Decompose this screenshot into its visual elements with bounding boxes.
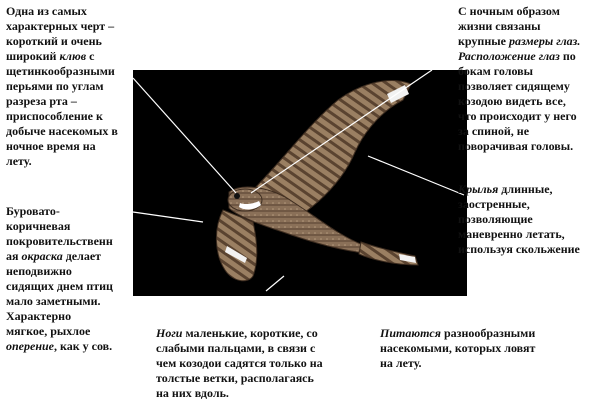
caption-food-line1 (380, 326, 535, 341)
caption-wings-line1 (458, 182, 580, 197)
pointer-line-legs (266, 276, 284, 291)
caption-eyes-line6: позволяет сидящему (458, 79, 570, 93)
caption-beak-line5: щетинкообразными (6, 64, 115, 78)
caption-wings-line5: используя скольжение (458, 242, 580, 256)
caption-beak-line4a: широкий (6, 49, 60, 63)
caption-beak-line3: короткий и очень (6, 34, 102, 48)
caption-beak-line4 (6, 49, 118, 64)
caption-legs-line4: толстые ветки, располагаясь (156, 371, 314, 385)
caption-coloring-line10 (6, 339, 113, 354)
caption-wings-line2: заостренные, (458, 197, 530, 211)
caption-legs-line1 (156, 326, 323, 341)
caption-beak (6, 4, 118, 169)
caption-coloring-line5: неподвижно (6, 264, 72, 278)
caption-beak-line10: ночное время на (6, 139, 96, 153)
caption-eyes-line7: козодою видеть все, (458, 94, 566, 108)
caption-coloring-line1: Буровато- (6, 204, 60, 218)
caption-beak-line8: приспособление к (6, 109, 103, 123)
caption-coloring-line4c: делает (62, 249, 102, 263)
caption-legs-line5: на них вдоль. (156, 386, 229, 400)
term-coloring: окраска (21, 249, 63, 263)
caption-wings-line1b: длинные, (498, 182, 553, 196)
caption-coloring-line7: мало заметными. (6, 294, 101, 308)
pointer-line-coloring (133, 212, 203, 222)
term-feeding: Питаются (380, 326, 441, 340)
caption-beak-line4c: с (86, 49, 95, 63)
caption-beak-line11: лету. (6, 154, 32, 168)
caption-beak-line2: характерных черт – (6, 19, 115, 33)
caption-eyes-line5: бокам головы (458, 64, 534, 78)
term-eye-size: размеры глаз. (508, 34, 581, 48)
caption-legs-line2: слабыми пальцами, в связи с (156, 341, 316, 355)
caption-beak-line7: разреза рта – (6, 94, 77, 108)
caption-legs (156, 326, 323, 401)
caption-beak-line6: перьями по углам (6, 79, 104, 93)
caption-eyes-line3a: крупные (458, 34, 509, 48)
caption-wings (458, 182, 580, 257)
caption-food-line1b: разнообразными (440, 326, 536, 340)
caption-coloring-line9: мягкое, рыхлое (6, 324, 91, 338)
caption-food-line2: насекомыми, которых ловят (380, 341, 536, 355)
term-legs: Ноги (156, 326, 183, 340)
term-beak: клюв (59, 49, 87, 63)
caption-wings-line3: позволяющие (458, 212, 533, 226)
pointer-line-wings (368, 156, 464, 195)
caption-eyes-line4 (458, 49, 580, 64)
caption-coloring (6, 204, 113, 354)
term-eye-position: Расположение глаз (458, 49, 560, 63)
caption-food (380, 326, 535, 371)
caption-coloring-line10b: , как у сов. (54, 339, 113, 353)
caption-coloring-line6: сидящих днем птиц (6, 279, 113, 293)
caption-eyes-line3 (458, 34, 580, 49)
caption-coloring-line4a: ая (6, 249, 22, 263)
term-plumage: оперение (6, 339, 54, 353)
caption-eyes-line8: что происходит у него (458, 109, 577, 123)
caption-eyes-line2: жизни связаны (458, 19, 541, 33)
caption-food-line3: на лету. (380, 356, 422, 370)
caption-eyes (458, 4, 580, 154)
caption-eyes-line4c: по (559, 49, 576, 63)
caption-beak-line9: добыче насекомых в (6, 124, 118, 138)
caption-beak-line1: Одна из самых (6, 4, 87, 18)
caption-coloring-line8: Характерно (6, 309, 72, 323)
caption-coloring-line3: покровительственн (6, 234, 113, 248)
caption-eyes-line10: поворачивая головы. (458, 139, 574, 153)
caption-legs-line1b: маленькие, короткие, со (182, 326, 318, 340)
term-wings: Крылья (458, 182, 499, 196)
caption-eyes-line9: за спиной, не (458, 124, 530, 138)
caption-coloring-line2: коричневая (6, 219, 71, 233)
caption-legs-line3: чем козодои садятся только на (156, 356, 323, 370)
pointer-line-eyes (251, 70, 432, 193)
caption-wings-line4: маневренно летать, (458, 227, 565, 241)
caption-coloring-line4 (6, 249, 113, 264)
caption-eyes-line1: С ночным образом (458, 4, 560, 18)
pointer-line-beak (133, 78, 236, 193)
